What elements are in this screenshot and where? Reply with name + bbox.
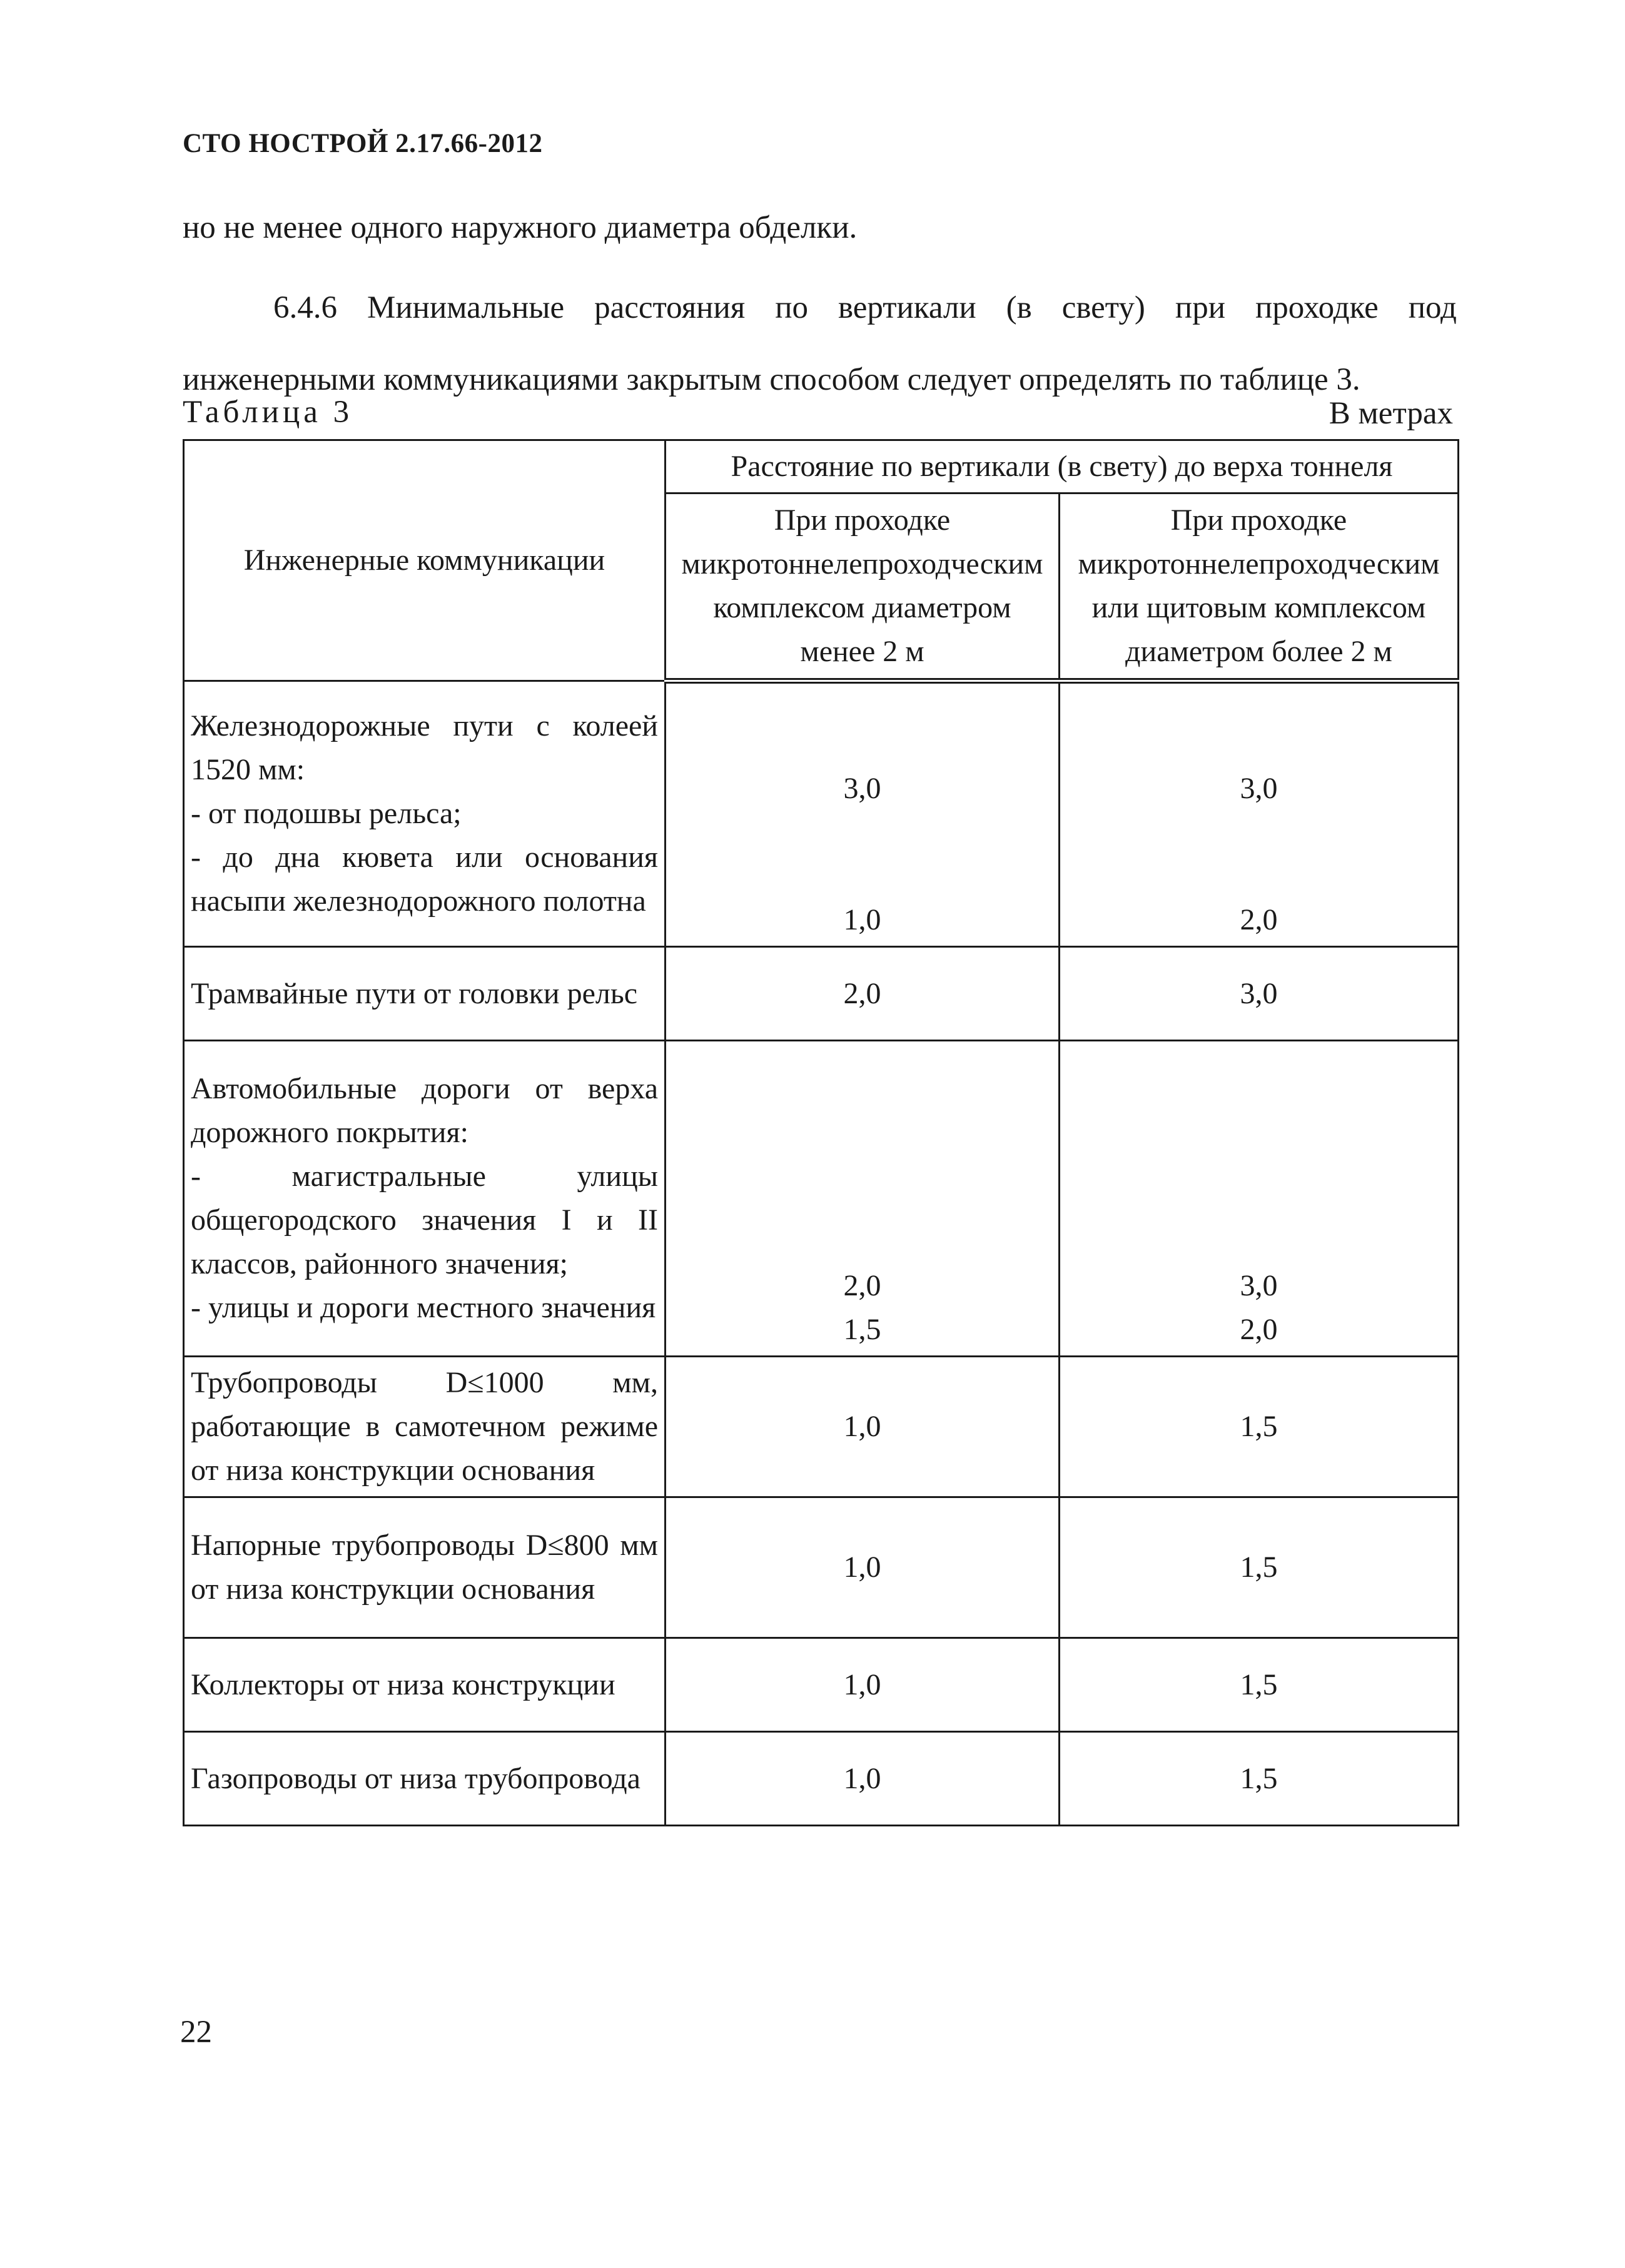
row-utility-name: Железнодорожные пути с колеей 1520 мм: - от подошвы рельса; - до дна кювета или основания насыпи железнодорожного полотна (184, 681, 666, 947)
row-utility-name: Трубопроводы D≤1000 мм, работающие в самотечном режиме от низа конструкции основания (184, 1357, 666, 1497)
row-value-more-2m (1060, 1357, 1459, 1497)
value-text: 1,0 (843, 1410, 881, 1443)
value-text: 1,0 (843, 1761, 881, 1795)
value-text: 2,0 (843, 976, 881, 1010)
value-text: 3,0 (1240, 772, 1278, 805)
row-value-more-2m (1060, 1638, 1459, 1732)
row-value-more-2m (1060, 947, 1459, 1041)
value-text: 3,0 (843, 772, 881, 805)
table-row (184, 1638, 1459, 1732)
row-utility-name: Напорные трубопроводы D≤800 мм от низа конструкции основания (184, 1497, 666, 1638)
row-value-more-2m (1060, 1497, 1459, 1638)
row-value-less-2m (666, 1041, 1060, 1357)
table-row (184, 1497, 1459, 1638)
table-row (184, 1732, 1459, 1826)
value-text: 1,0 (843, 1668, 881, 1701)
document-code-header: СТО НОСТРОЙ 2.17.66-2012 (183, 129, 543, 158)
value-text: 3,0 (1240, 1269, 1278, 1302)
value-text: 1,5 (1240, 1410, 1278, 1443)
row-utility-name: Трамвайные пути от головки рельс (184, 947, 666, 1041)
row-utility-name: Коллекторы от низа конструкции (184, 1638, 666, 1732)
value-text: 1,5 (843, 1313, 881, 1346)
paragraph-6-4-6: 6.4.6 Минимальные расстояния по вертикали (в свету) при проходке под инженерными коммуникациями закрытым способом следует определять по таблице 3. (183, 290, 1457, 397)
header-diameter-more-2m: При проходке микротоннелепроходческим или щитовым комплексом диаметром более 2 м (1060, 494, 1459, 681)
value-text: 3,0 (1240, 976, 1278, 1010)
value-text: 1,5 (1240, 1668, 1278, 1701)
value-text: 2,0 (1240, 1313, 1278, 1346)
table-row (184, 681, 1459, 947)
table-row (184, 1357, 1459, 1497)
row-value-more-2m (1060, 1041, 1459, 1357)
value-text: 1,5 (1240, 1551, 1278, 1584)
text-line-continuation: но не менее одного наружного диаметра обделки. (183, 210, 858, 245)
row-value-less-2m (666, 681, 1060, 947)
row-value-less-2m (666, 947, 1060, 1041)
value-text: 1,0 (843, 1551, 881, 1584)
row-value-more-2m (1060, 1732, 1459, 1826)
table-caption: Таблица 3 (183, 395, 353, 430)
row-utility-name: Автомобильные дороги от верха дорожного покрытия: - магистральные улицы общегородского значения I и II классов, районного значения; - улицы и дороги местного значения (184, 1041, 666, 1357)
page-number: 22 (180, 2015, 212, 2050)
value-text: 1,0 (843, 903, 881, 936)
distance-table (183, 439, 1459, 1826)
table-units: В метрах (1329, 396, 1453, 431)
header-diameter-less-2m: При проходке микротоннелепроходческим комплексом диаметром менее 2 м (666, 494, 1060, 681)
table-row (184, 1041, 1459, 1357)
value-text: 2,0 (1240, 903, 1278, 936)
row-value-less-2m (666, 1638, 1060, 1732)
row-utility-name: Газопроводы от низа трубопровода (184, 1732, 666, 1826)
row-value-less-2m (666, 1497, 1060, 1638)
row-value-more-2m (1060, 681, 1459, 947)
row-value-less-2m (666, 1732, 1060, 1826)
row-value-less-2m (666, 1357, 1060, 1497)
table-row (184, 947, 1459, 1041)
header-engineering-utilities: Инженерные коммуникации (184, 440, 666, 681)
value-text: 1,5 (1240, 1761, 1278, 1795)
header-vertical-distance-group: Расстояние по вертикали (в свету) до верха тоннеля (666, 440, 1459, 494)
value-text: 2,0 (843, 1269, 881, 1302)
